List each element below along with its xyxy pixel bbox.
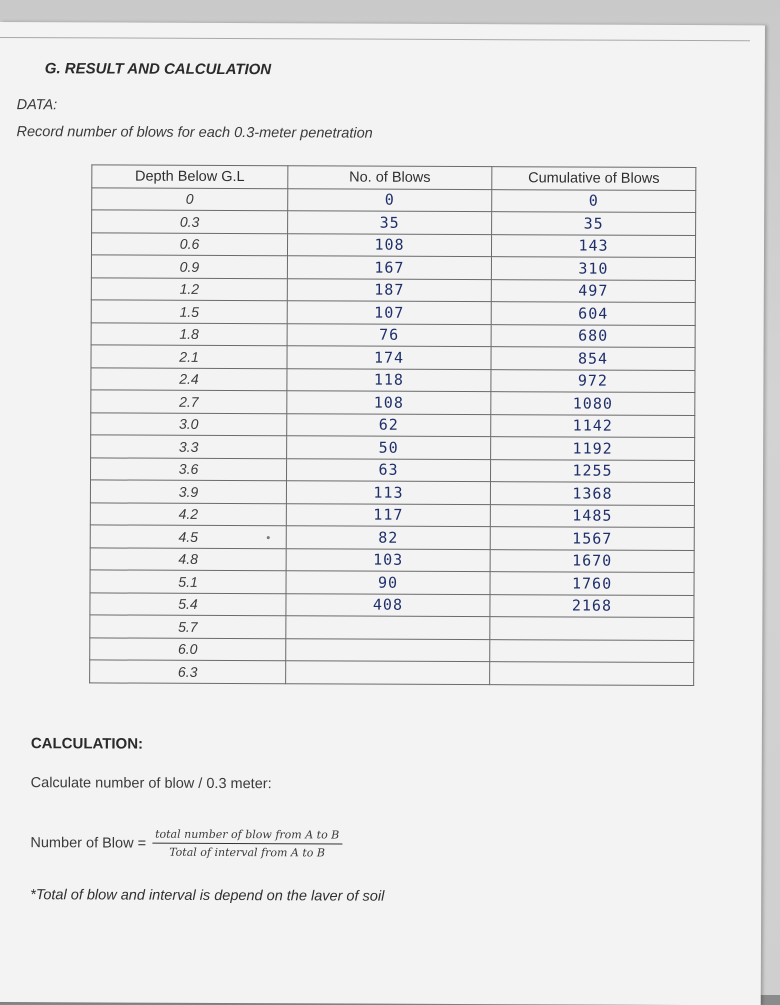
depth-cell: 3.9 [90, 480, 286, 503]
table-row [91, 277, 695, 302]
depth-cell: 2.1 [91, 345, 287, 368]
section-title: G. RESULT AND CALCULATION [44, 60, 272, 79]
cumulative-cell [490, 639, 694, 662]
cumulative-cell: 1255 [490, 459, 694, 482]
table-row [90, 525, 694, 550]
blows-cell: 0 [288, 188, 492, 211]
cumulative-cell: 1485 [490, 504, 694, 527]
header-blows: No. of Blows [288, 166, 492, 189]
blows-cell: 103 [286, 548, 490, 571]
table-row [91, 457, 695, 482]
table-body [90, 187, 696, 685]
cumulative-cell: 854 [491, 347, 695, 370]
table-row [91, 345, 695, 370]
blows-cell [286, 661, 490, 684]
blows-cell: 408 [286, 593, 490, 616]
cumulative-cell: 1080 [491, 392, 695, 415]
table-row [91, 255, 695, 280]
blows-cell: 118 [287, 368, 491, 391]
depth-cell: 5.7 [90, 615, 286, 638]
depth-cell: 4.8 [90, 547, 286, 570]
table-row [91, 367, 695, 392]
cumulative-cell: 0 [492, 189, 696, 212]
blow-count-table [89, 164, 696, 685]
cumulative-cell: 310 [491, 257, 695, 280]
depth-cell: 1.5 [91, 300, 287, 323]
table-row [91, 232, 695, 257]
table-header-row [92, 165, 696, 190]
depth-cell: 6.0 [90, 637, 286, 660]
cumulative-cell: 2168 [490, 594, 694, 617]
header-depth: Depth Below G.L [92, 165, 288, 188]
table-row [90, 615, 694, 640]
table-row [91, 322, 695, 347]
table-row [90, 660, 694, 685]
depth-cell: 6.3 [90, 660, 286, 683]
blows-cell: 113 [286, 481, 490, 504]
blows-cell: 174 [287, 346, 491, 369]
pen-mark [267, 536, 270, 539]
depth-cell: 5.1 [90, 570, 286, 593]
blows-cell: 167 [287, 256, 491, 279]
cumulative-cell: 604 [491, 302, 695, 325]
blows-cell [286, 616, 490, 639]
depth-cell: 1.8 [91, 322, 287, 345]
cumulative-cell: 143 [491, 234, 695, 257]
cumulative-cell: 35 [492, 212, 696, 235]
formula [30, 827, 342, 859]
table-row [91, 435, 695, 460]
cumulative-cell: 680 [491, 324, 695, 347]
blows-cell: 82 [286, 526, 490, 549]
depth-cell: 4.2 [90, 502, 286, 525]
cumulative-cell: 1192 [491, 437, 695, 460]
calculation-title: CALCULATION: [30, 735, 144, 753]
blows-cell: 108 [287, 233, 491, 256]
depth-cell: 0 [92, 187, 288, 210]
blows-cell: 62 [287, 413, 491, 436]
depth-cell: 3.0 [91, 412, 287, 435]
table-row [92, 210, 696, 235]
footnote: *Total of blow and interval is depend on the laver of soil [30, 887, 385, 905]
table-row [90, 547, 694, 572]
blows-cell: 108 [287, 391, 491, 414]
depth-cell: 0.9 [91, 255, 287, 278]
cumulative-cell: 1670 [490, 549, 694, 572]
table-row [90, 592, 694, 617]
blows-cell: 50 [287, 436, 491, 459]
formula-fraction [152, 828, 342, 860]
depth-cell: 3.3 [91, 435, 287, 458]
table-row [90, 637, 694, 662]
blows-cell [286, 638, 490, 661]
cumulative-cell [490, 662, 694, 685]
paper-top-border [0, 37, 750, 41]
data-label: DATA: [16, 97, 58, 114]
formula-lhs: Number of Blow = [30, 834, 147, 852]
table-row [90, 570, 694, 595]
depth-cell: 0.6 [91, 232, 287, 255]
cumulative-cell: 1567 [490, 527, 694, 550]
blows-cell: 63 [287, 458, 491, 481]
instruction-text: Record number of blows for each 0.3-meter penetration [16, 124, 373, 142]
blows-cell: 117 [286, 503, 490, 526]
cumulative-cell [490, 617, 694, 640]
depth-cell: 2.4 [91, 367, 287, 390]
table-row [91, 300, 695, 325]
table-row [91, 412, 695, 437]
depth-cell: 0.3 [92, 210, 288, 233]
blows-cell: 76 [287, 323, 491, 346]
depth-cell: 4.5 [90, 525, 286, 548]
table-row [91, 390, 695, 415]
blows-cell: 107 [287, 301, 491, 324]
calculation-text: Calculate number of blow / 0.3 meter: [30, 775, 272, 793]
header-cumulative: Cumulative of Blows [492, 167, 696, 190]
blows-cell: 187 [287, 278, 491, 301]
depth-cell: 3.6 [91, 457, 287, 480]
blows-cell: 35 [288, 211, 492, 234]
cumulative-cell: 972 [491, 369, 695, 392]
depth-cell: 1.2 [91, 277, 287, 300]
blows-cell: 90 [286, 571, 490, 594]
table-row [90, 480, 694, 505]
worksheet-paper [0, 22, 765, 1005]
cumulative-cell: 1142 [491, 414, 695, 437]
cumulative-cell: 497 [491, 279, 695, 302]
formula-numerator: total number of blow from A to B [152, 828, 342, 845]
table-row [92, 187, 696, 212]
cumulative-cell: 1760 [490, 572, 694, 595]
formula-denominator: Total of interval from A to B [169, 845, 326, 860]
depth-cell: 2.7 [91, 390, 287, 413]
depth-cell: 5.4 [90, 592, 286, 615]
table-row [90, 502, 694, 527]
cumulative-cell: 1368 [490, 482, 694, 505]
